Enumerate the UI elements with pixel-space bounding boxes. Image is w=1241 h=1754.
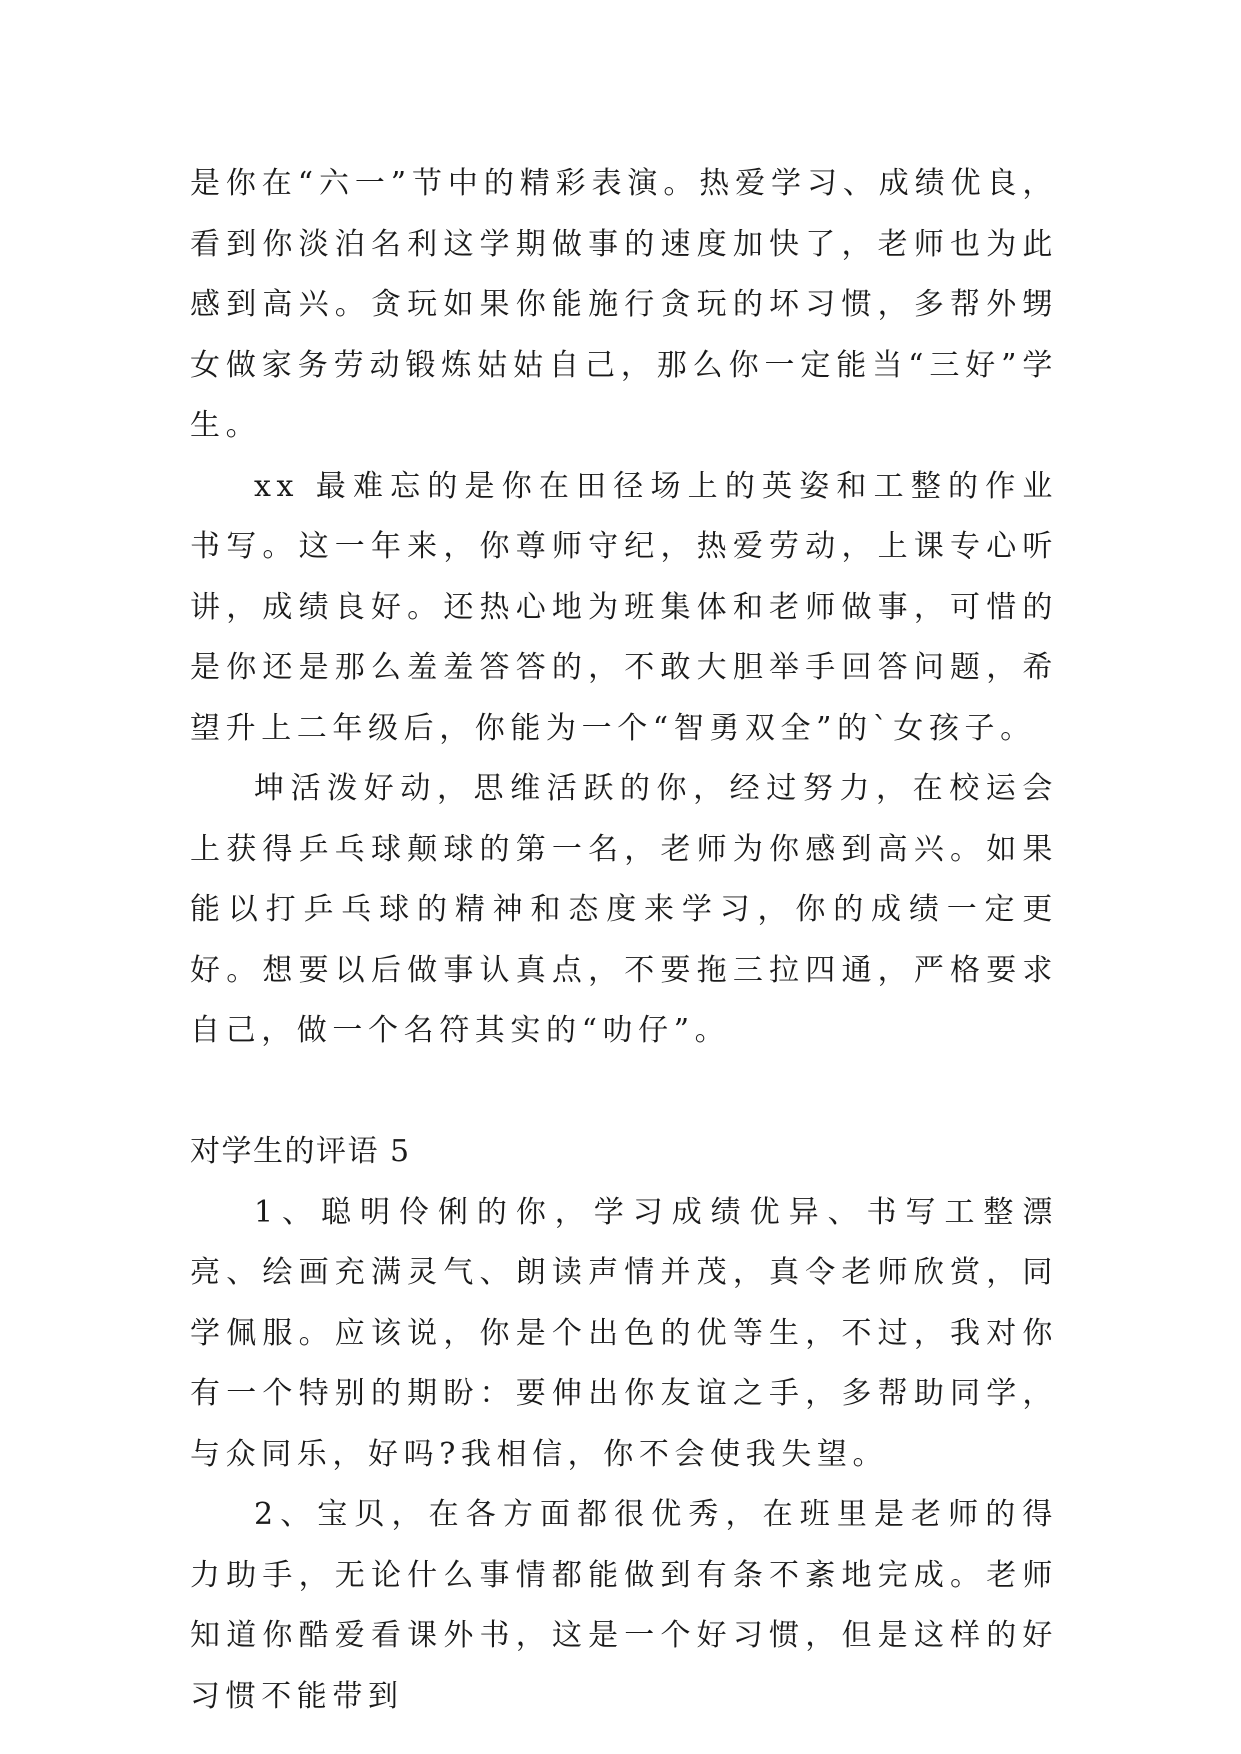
section-gap [190,1062,1058,1123]
section-heading: 对学生的评语 5 [190,1134,411,1169]
paragraph-kun: 坤活泼好动，思维活跃的你，经过努力，在校运会上获得乒乓球颠球的第一名，老师为你感到高兴。如果能以打乒乓球的精神和态度来学习，你的成绩一定更好。想要以后做事认真点，不要拖三拉四通，严格要求自己，做一个名符其实的“叻仔”。 [190,771,1058,1048]
paragraph-item-1: 1、聪明伶俐的你，学习成绩优异、书写工整漂亮、绘画充满灵气、朗读声情并茂，真令老师欣赏，同学佩服。应该说，你是个出色的优等生，不过，我对你有一个特别的期盼：要伸出你友谊之手，多帮助同学，与众同乐，好吗?我相信，你不会使我失望。 [190,1194,1058,1472]
document-body [190,154,1058,1727]
paragraph-xx: xx 最难忘的是你在田径场上的英姿和工整的作业书写。这一年来，你尊师守纪，热爱劳动，上课专心听讲，成绩良好。还热心地为班集体和老师做事，可惜的是你还是那么羞羞答答的，不敢大胆举手回答问题，希望升上二年级后，你能为一个“智勇双全”的`女孩子。 [190,468,1058,746]
paragraph-continued: 是你在“六一”节中的精彩表演。热爱学习、成绩优良，看到你淡泊名利这学期做事的速度加快了，老师也为此感到高兴。贪玩如果你能施行贪玩的坏习惯，多帮外甥女做家务劳动锻炼姑姑自己，那么你一定能当“三好”学生。 [190,166,1058,443]
paragraph-item-2: 2、宝贝，在各方面都很优秀，在班里是老师的得力助手，无论什么事情都能做到有条不紊地完成。老师知道你酷爱看课外书，这是一个好习惯，但是这样的好习惯不能带到 [190,1497,1058,1714]
